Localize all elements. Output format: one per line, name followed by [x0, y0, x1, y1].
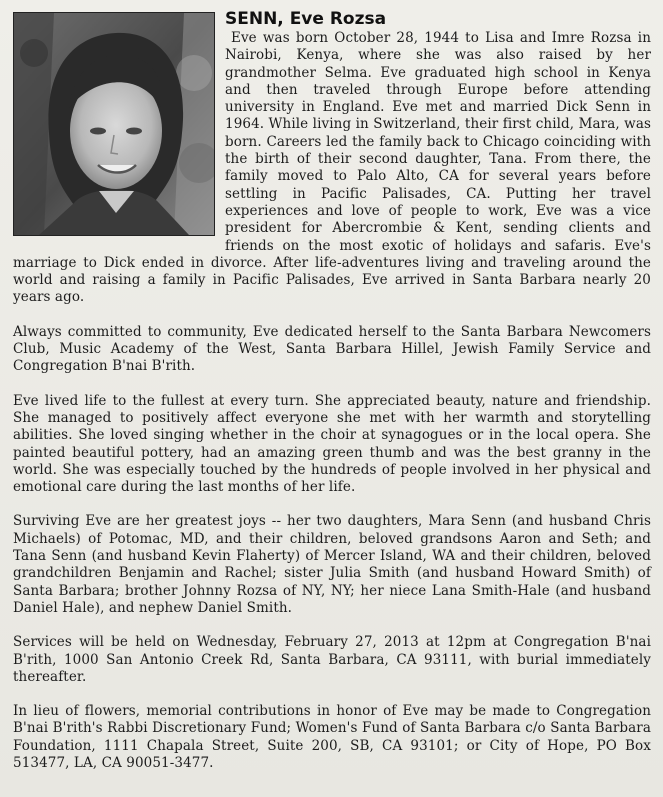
deceased-name: SENN, Eve Rozsa	[225, 9, 387, 29]
obituary-paragraph-services: Services will be held on Wednesday, February 27, 2013 at 12pm at Congregation B'nai B'rith, 1000 San Antonio Creek Rd, Santa Barbara, CA 93111, with burial immediately thereafter.	[13, 634, 651, 685]
obituary-paragraph-memorial: In lieu of flowers, memorial contributions in honor of Eve may be made to Congregation B'nai B'rith's Rabbi Discretionary Fund; Women's Fund of Santa Barbara c/o Santa Barbara Foundation, 1111 Chapala Street, Suite 200, SB, CA 93101; or City of Hope, PO Box 513477, LA, CA 90051-3477.	[13, 703, 651, 771]
portrait-photo	[13, 12, 215, 236]
obituary-paragraph-community: Always committed to community, Eve dedicated herself to the Santa Barbara Newcomers Club, Music Academy of the West, Santa Barbara Hillel, Jewish Family Service and Congregation B'nai B'rith.	[13, 323, 651, 375]
obituary-paragraph-life: Eve lived life to the fullest at every turn. She appreciated beauty, nature and friendship. She managed to positively affect everyone she met with her warmth and storytelling abilities. She loved singing whether in the choir at synagogues or in the local opera. She painted beautiful pottery, had an amazing green thumb and was the best granny in the world. She was especially touched by the hundreds of people involved in her physical and emotional care during the last months of her life.	[13, 392, 651, 496]
obituary-paragraph-biography: Eve was born October 28, 1944 to Lisa and Imre Rozsa in Nairobi, Kenya, where she was also raised by her grandmother Selma. Eve graduated high school in Kenya and then traveled through Europe before attending university in England. Eve met and married Dick Senn in 1964. While living in Switzerland, their first child, Mara, was born. Careers led the family back to Chicago coinciding with the birth of their second daughter, Tana. From there, the family moved to Palo Alto, CA for several years before settling in Pacific Palisades, CA. Putting her travel experiences and love of people to work, Eve was a vice president for Abercrombie & Kent, sending clients and friends on the most exotic of holidays and safaris. Eve's marriage to Dick ended in divorce. After life-adventures living and traveling around the world and raising a family in Pacific Palisades, Eve arrived in Santa Barbara nearly 20 years ago.	[13, 30, 651, 306]
obituary-paragraph-survivors: Surviving Eve are her greatest joys -- her two daughters, Mara Senn (and husband Chris Michaels) of Potomac, MD, and their children, beloved grandsons Aaron and Seth; and Tana Senn (and husband Kevin Flaherty) of Mercer Island, WA and their children, beloved grandchildren Benjamin and Rachel; sister Julia Smith (and husband Howard Smith) of Santa Barbara; brother Johnny Rozsa of NY, NY; her niece Lana Smith-Hale (and husband Daniel Hale), and nephew Daniel Smith.	[13, 513, 651, 616]
